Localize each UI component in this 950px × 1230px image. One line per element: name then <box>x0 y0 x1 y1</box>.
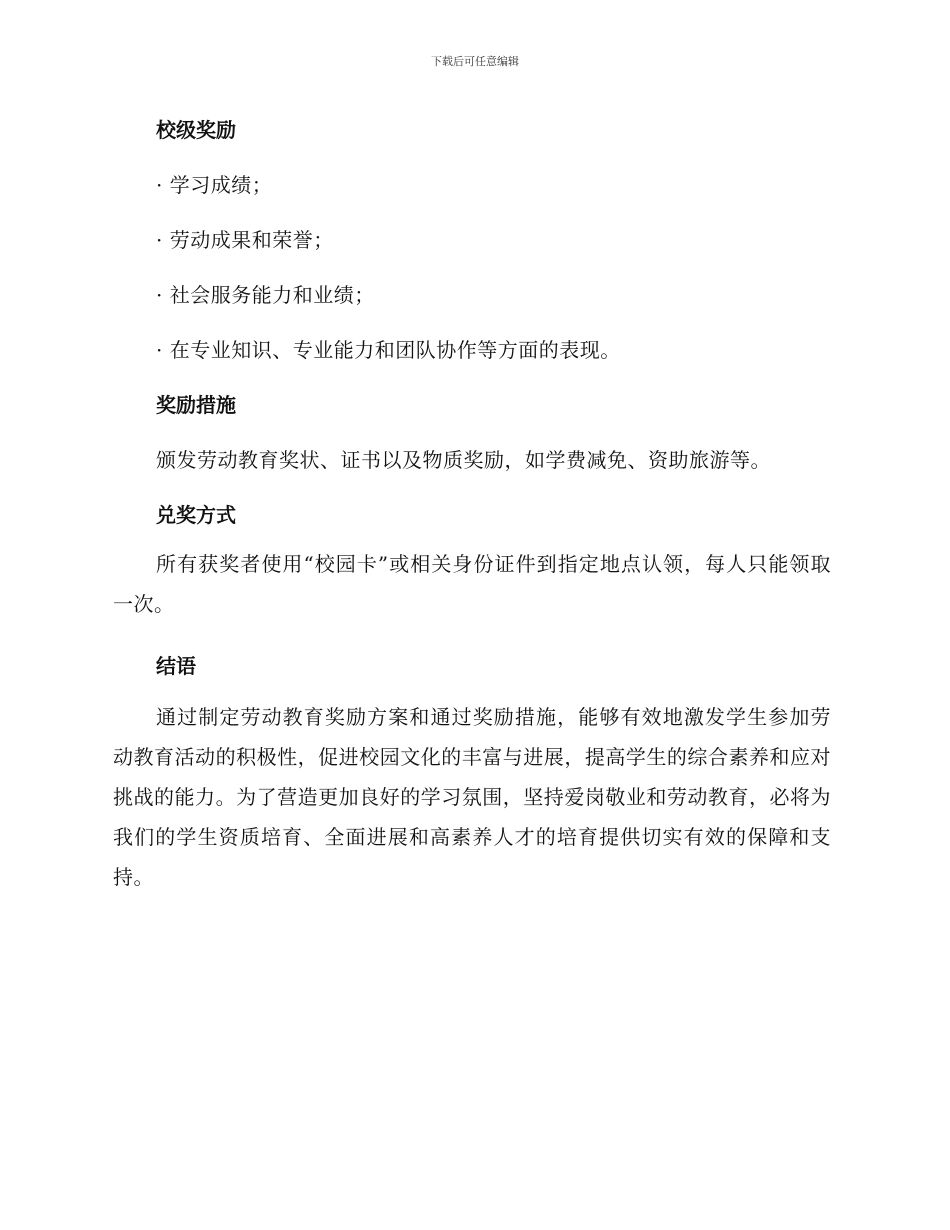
page-header: 下载后可任意编辑 <box>431 55 519 68</box>
section-heading-conclusion: 结语 <box>156 654 196 678</box>
list-item: · 学习成绩； <box>156 173 273 197</box>
section-heading-school-award: 校级奖励 <box>156 118 236 142</box>
list-item: · 社会服务能力和业绩； <box>156 283 375 307</box>
measures-paragraph: 颁发劳动教育奖状、证书以及物质奖励，如学费减免、资助旅游等。 <box>156 448 771 472</box>
conclusion-paragraph: 通过制定劳动教育奖励方案和通过奖励措施，能够有效地激发学生参加劳动教育活动的积极性，促进校园文化的丰富与进展，提高学生的综合素养和应对挑战的能力。为了营造更加良好的学习氛围，坚持爱岗敬业和劳动教育，必将为我们的学生资质培育、全面进展和高素养人才的培育提供切实有效的保障和支持。 <box>113 705 831 889</box>
section-heading-measures: 奖励措施 <box>156 393 236 417</box>
section-heading-redeem: 兑奖方式 <box>156 503 236 527</box>
redeem-paragraph: 所有获奖者使用“校园卡”或相关身份证件到指定地点认领，每人只能领取一次。 <box>113 552 831 616</box>
list-item: · 劳动成果和荣誉； <box>156 228 334 252</box>
list-item: · 在专业知识、专业能力和团队协作等方面的表现。 <box>156 338 621 362</box>
